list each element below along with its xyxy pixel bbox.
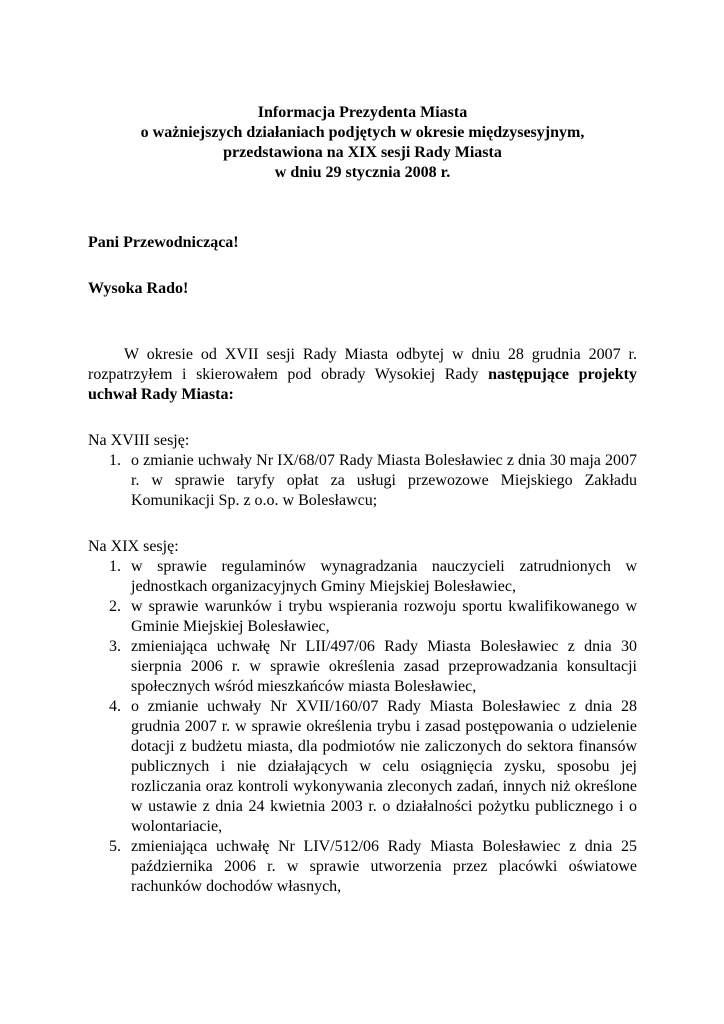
session-18-heading: Na XVIII sesję:	[88, 432, 190, 449]
document-page	[88, 103, 637, 897]
list-item-number: 5.	[109, 838, 121, 855]
list-item	[88, 597, 637, 637]
list-item-text: zmieniająca uchwałę Nr LIV/512/06 Rady Miasta Bolesławiec z dnia 25 października 2006 r. w sprawie utworzenia przez placówki oświatowe rachunków dochodów własnych,	[131, 838, 637, 895]
list-item	[88, 837, 637, 897]
title-line-1: Informacja Prezydenta Miasta	[257, 104, 468, 121]
intro-paragraph	[88, 345, 637, 405]
list-item	[88, 557, 637, 597]
session-19-list	[88, 557, 637, 897]
list-item-text: o zmianie uchwały Nr IX/68/07 Rady Miasta Bolesławiec z dnia 30 maja 2007 r. w sprawie taryfy opłat za usługi przewozowe Miejskiego Zakładu Komunikacji Sp. z o.o. w Bolesławcu;	[131, 452, 637, 509]
list-item-number: 3.	[109, 638, 121, 655]
list-item-text: o zmianie uchwały Nr XVII/160/07 Rady Miasta Bolesławiec z dnia 28 grudnia 2007 r. w sprawie określenia trybu i zasad postępowania o udzielenie dotacji z budżetu miasta, dla podmiotów nie zaliczonych do sektora finansów publicznych i nie działających w celu osiągnięcia zysku, sposobu jej rozliczania oraz kontroli wykonywania zleconych zadań, innych niż określone w ustawie z dnia 24 kwietnia 2003 r. o działalności pożytku publicznego i o wolontariacie,	[131, 698, 637, 835]
session-19-heading: Na XIX sesję:	[88, 538, 179, 555]
salutation-chairwoman: Pani Przewodnicząca!	[88, 234, 239, 251]
list-item-text: w sprawie warunków i trybu wspierania rozwoju sportu kwalifikowanego w Gminie Miejskiej Bolesławiec,	[131, 598, 637, 635]
list-item	[88, 451, 637, 511]
intro-text: W okresie od XVII sesji Rady Miasta odbytej w dniu 28 grudnia 2007 r. rozpatrzyłem i skierowałem pod obrady Wysokiej Rady	[88, 346, 637, 383]
intro-bold-text: następujące projekty uchwał Rady Miasta:	[88, 366, 637, 403]
list-item-text: zmieniająca uchwałę Nr LII/497/06 Rady Miasta Bolesławiec z dnia 30 sierpnia 2006 r. w sprawie określenia zasad przeprowadzania konsultacji społecznych wśród mieszkańców miasta Bolesławiec,	[131, 638, 637, 695]
list-item	[88, 697, 637, 837]
list-item-number: 1.	[109, 452, 121, 469]
title-line-4: w dniu 29 stycznia 2008 r.	[274, 164, 451, 181]
session-18-list	[88, 451, 637, 511]
list-item-number: 2.	[109, 598, 121, 615]
list-item-text: w sprawie regulaminów wynagradzania nauczycieli zatrudnionych w jednostkach organizacyjnych Gminy Miejskiej Bolesławiec,	[131, 558, 637, 595]
list-item-number: 1.	[109, 558, 121, 575]
title-line-3: przedstawiona na XIX sesji Rady Miasta	[223, 144, 502, 161]
salutation-council: Wysoka Rado!	[88, 280, 189, 297]
list-item-number: 4.	[109, 698, 121, 715]
list-item	[88, 637, 637, 697]
title-line-2: o ważniejszych działaniach podjętych w okresie międzysesyjnym,	[140, 124, 585, 141]
document-title	[88, 103, 637, 183]
